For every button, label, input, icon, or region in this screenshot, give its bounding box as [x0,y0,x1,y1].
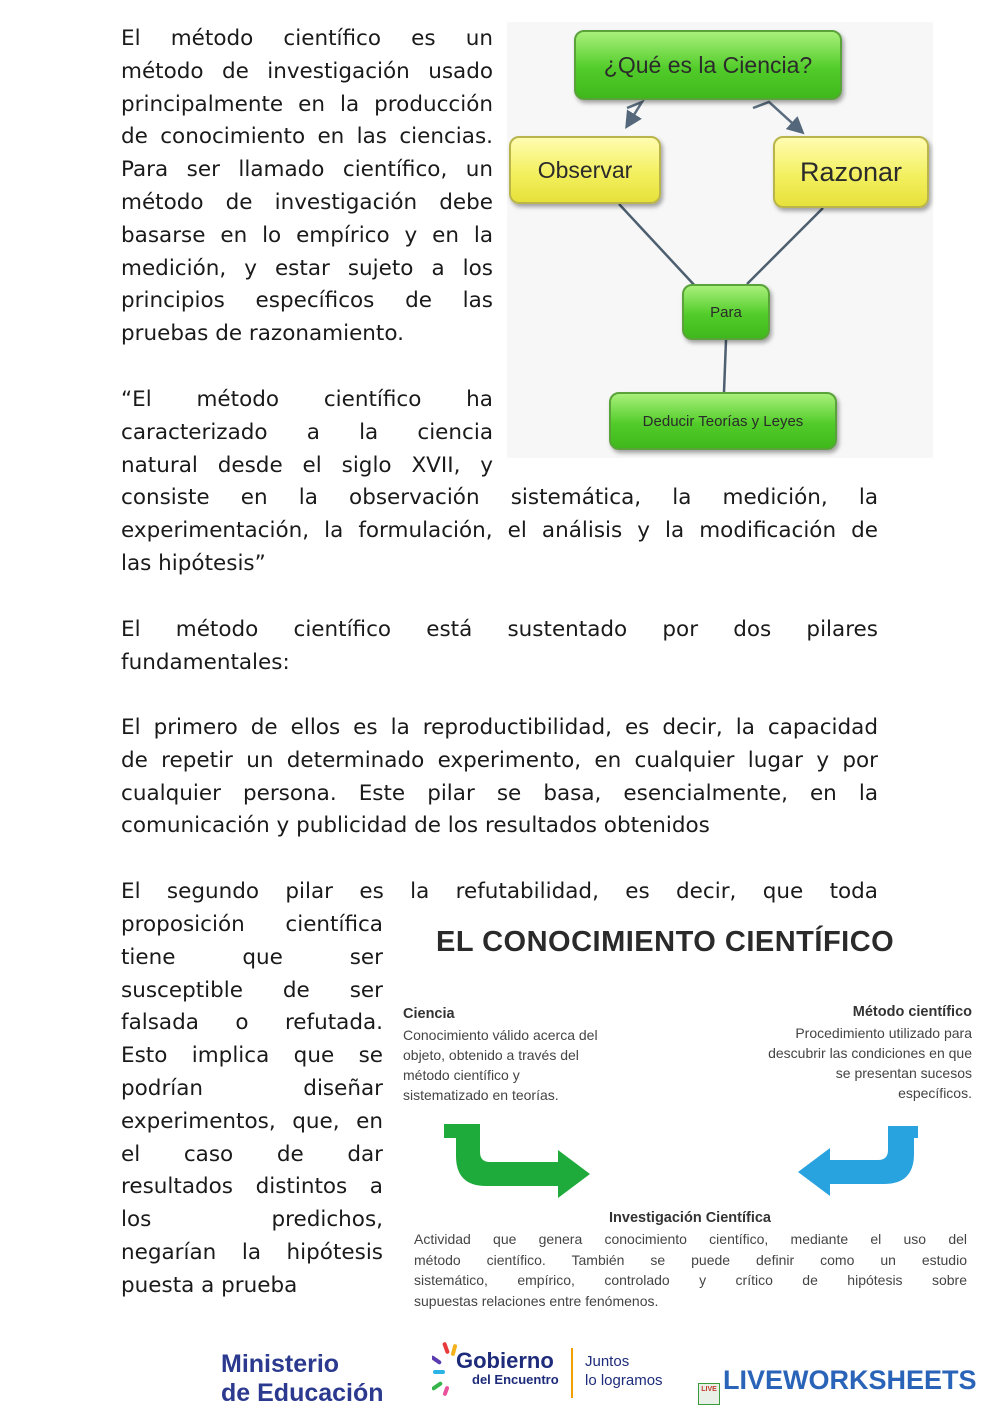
text-line: falsada o refutada. [121,1010,383,1036]
green-arrow-icon [444,1124,590,1198]
gobierno-word: Gobierno [456,1348,554,1373]
text-line: proposición científica [121,912,383,937]
text-line: pruebas de razonamiento. [121,321,404,347]
ministerio-line2: de Educación [221,1379,384,1407]
text-line: natural desde el siglo XVII, y [121,452,493,478]
text-line: Conocimiento válido acerca del [403,1027,598,1043]
node-deducir-teorias-y-leyes: Deducir Teorías y Leyes [609,392,837,450]
juntos-line2: lo logramos [585,1372,663,1389]
paragraph-quote-wide [121,482,878,580]
text-line: susceptible de ser [121,977,383,1003]
text-line: método científico y [403,1067,520,1083]
liveworksheets-logo [698,1365,977,1405]
text-line: principalmente en la producción [121,91,493,117]
investigacion-description [414,1229,967,1311]
text-line: puesta a prueba [121,1272,298,1298]
text-line: sistematizado en teorías. [403,1087,559,1103]
text-line: El primero de ellos es la reproductibilidad, es decir, la capacidad [121,715,878,740]
text-line: Esto implica que se [121,1043,383,1069]
text-line: descubrir las condiciones en que [768,1045,972,1061]
footer-logos [0,1330,1000,1413]
text-line: negarían la hipótesis [121,1239,383,1265]
node-que-es-la-ciencia: ¿Qué es la Ciencia? [574,30,842,100]
text-line: principios específicos de las [121,288,493,314]
node-razonar: Razonar [773,136,929,208]
text-line: de repetir un determinado experimento, en cualquier lugar y por [121,747,878,773]
text-line: Procedimiento utilizado para [795,1025,972,1041]
ministerio-logo [221,1350,384,1408]
graphic-title: EL CONOCIMIENTO CIENTÍFICO [436,926,895,958]
investigacion-heading: Investigación Científica [609,1210,771,1226]
text-line: experimentos, que, en [121,1108,383,1134]
paragraph-reproductibilidad [121,712,878,843]
conocimiento-cientifico-graphic [398,912,982,1320]
text-line: podrían diseñar [121,1075,383,1101]
text-line: resultados distintos a [121,1174,383,1200]
text-line: método científico. También se puede definir como un estudio [414,1251,967,1268]
node-observar: Observar [509,136,661,204]
text-line: método de investigación usado [121,58,493,84]
juntos-line1: Juntos [585,1353,630,1370]
paragraph-refutabilidad-first [121,876,878,909]
text-line: objeto, obtenido a través del [403,1047,579,1063]
text-line: medición, y estar sujeto a los [121,255,493,281]
arrow-to-razonar [753,102,802,132]
text-line: comunicación y publicidad de los resultados obtenidos [121,813,710,839]
del-encuentro-word: del Encuentro [472,1372,559,1387]
text-line: El método científico está sustentado por dos pilares [121,617,878,642]
text-line: se presentan sucesos [835,1065,972,1081]
text-line: cualquier persona. Este pilar se basa, esencialmente, en la [121,780,878,806]
text-line: consiste en la observación sistemática, la medición, la [121,485,878,510]
line-observar-para [619,204,697,288]
line-para-deducir [724,340,726,392]
text-line: Para ser llamado científico, un [121,157,493,183]
gobierno-logo-text [456,1348,559,1387]
text-line: supuestas relaciones entre fenómenos. [414,1292,659,1309]
text-line: El segundo pilar es la refutabilidad, es decir, que toda [121,879,878,904]
text-line: “El método científico ha [121,387,493,412]
ciencia-heading: Ciencia [403,1006,455,1022]
footer-divider [571,1348,573,1398]
paragraph-definition [121,23,493,351]
text-line: de conocimiento en las ciencias. [121,124,493,150]
liveworksheets-wordmark: LIVEWORKSHEETS [723,1365,977,1395]
text-line: sistemático, empírico, controlado y crítico de hipótesis sobre [414,1272,967,1288]
blue-arrow-icon [798,1126,918,1196]
metodo-heading: Método científico [852,1004,972,1020]
text-line: basarse en lo empírico y en la [121,222,493,248]
text-line: el caso de dar [121,1141,383,1167]
text-line: método de investigación debe [121,189,493,215]
paragraph-refutabilidad-narrow [121,909,383,1303]
arrow-to-observar [627,102,642,126]
text-line: tiene que ser [121,944,383,970]
juntos-slogan [585,1352,663,1390]
concept-map-diagram [507,22,933,458]
text-line: caracterizado a la ciencia [121,419,493,445]
line-razonar-para [747,208,823,284]
text-line: las hipótesis” [121,550,266,576]
ministerio-line1: Ministerio [221,1350,340,1378]
text-line: Actividad que genera conocimiento científico, mediante el uso del [414,1231,967,1247]
text-line: El método científico es un [121,26,493,51]
paragraph-pillars-intro [121,614,878,680]
text-line: los predichos, [121,1207,383,1233]
text-line: experimentación, la formulación, el análisis y la modificación de [121,517,878,543]
paragraph-quote-narrow [121,384,493,482]
text-line: fundamentales: [121,649,290,675]
node-para: Para [682,284,770,340]
text-line: específicos. [898,1085,972,1101]
live-badge-icon: LIVE [698,1383,720,1405]
